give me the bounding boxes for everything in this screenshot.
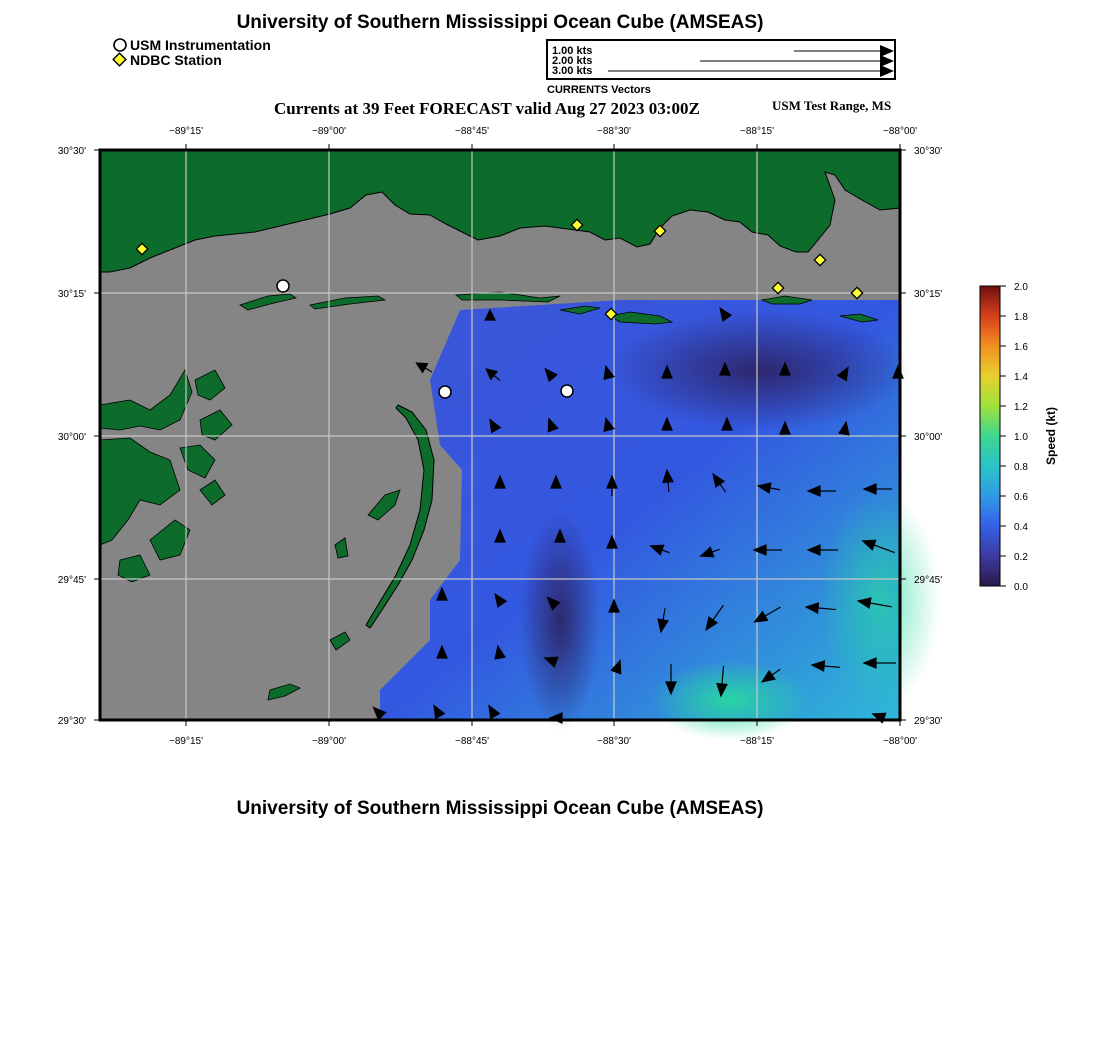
main-title: University of Southern Mississippi Ocean Cube (AMSEAS) xyxy=(236,12,764,33)
usm-legend-label: USM Instrumentation xyxy=(130,37,271,53)
usm-station-marker xyxy=(277,280,289,292)
x-axis-bottom-labels xyxy=(169,736,917,747)
slow-current-band xyxy=(520,510,600,730)
fast-current-east xyxy=(820,490,943,710)
colorbar-tick-label: 2.0 xyxy=(1014,282,1028,293)
fast-current-spot xyxy=(650,660,810,740)
x-tick-label-bottom: −88°00' xyxy=(883,736,917,747)
y-tick-label-left: 30°15' xyxy=(57,289,86,300)
colorbar-tick-label: 1.2 xyxy=(1014,402,1028,413)
colorbar-tick-label: 0.2 xyxy=(1014,552,1028,563)
y-tick-label-right: 30°15' xyxy=(914,289,943,300)
slow-current-band-north xyxy=(610,310,910,430)
y-tick-label-left: 29°45' xyxy=(57,575,86,586)
vector-key xyxy=(546,39,896,80)
footer-title: University of Southern Mississippi Ocean Cube (AMSEAS) xyxy=(236,798,764,819)
x-tick-label-top: −89°15' xyxy=(169,126,203,137)
ndbc-legend-label: NDBC Station xyxy=(130,52,222,68)
x-tick-label-top: −89°00' xyxy=(312,126,346,137)
colorbar-tick-label: 0.4 xyxy=(1014,522,1028,533)
y-tick-label-right: 30°00' xyxy=(914,432,943,443)
y-tick-label-left: 30°30' xyxy=(57,146,86,157)
y-axis-left-labels xyxy=(58,146,86,727)
vector-2kt-arrowhead xyxy=(880,55,894,67)
usm-station-marker xyxy=(439,386,451,398)
colorbar-tick-label: 1.6 xyxy=(1014,342,1028,353)
x-tick-label-top: −88°15' xyxy=(740,126,774,137)
ndbc-marker-icon xyxy=(113,53,126,66)
x-tick-label-bottom: −88°30' xyxy=(597,736,631,747)
vector-key-label-2: 2.00 kts xyxy=(552,55,593,67)
y-tick-label-left: 30°00' xyxy=(57,432,86,443)
vector-key-caption: CURRENTS Vectors xyxy=(547,84,651,96)
x-tick-label-bottom: −89°00' xyxy=(312,736,346,747)
x-tick-label-top: −88°45' xyxy=(455,126,489,137)
y-tick-label-right: 29°45' xyxy=(914,575,943,586)
colorbar-label: Speed (kt) xyxy=(1044,406,1058,466)
vector-key-arrows xyxy=(548,41,894,78)
usm-marker-icon xyxy=(114,39,126,51)
colorbar-tick-label: 1.8 xyxy=(1014,312,1028,323)
usm-station-marker xyxy=(561,385,573,397)
colorbar-tick-label: 0.6 xyxy=(1014,492,1028,503)
colorbar-tick-label: 0.8 xyxy=(1014,462,1028,473)
vector-1kt-arrowhead xyxy=(880,45,894,57)
vector-3kt-arrowhead xyxy=(880,65,894,77)
colorbar-gradient xyxy=(980,286,1000,586)
y-tick-label-left: 29°30' xyxy=(57,716,86,727)
x-axis-top-labels xyxy=(169,126,917,137)
x-tick-label-bottom: −89°15' xyxy=(169,736,203,747)
y-tick-label-right: 30°30' xyxy=(914,146,943,157)
ocean-currents-map xyxy=(0,120,1100,760)
x-tick-label-bottom: −88°45' xyxy=(455,736,489,747)
x-tick-label-top: −88°00' xyxy=(883,126,917,137)
speed-colorbar xyxy=(980,282,1058,593)
colorbar-tick-label: 1.4 xyxy=(1014,372,1028,383)
x-tick-label-bottom: −88°15' xyxy=(740,736,774,747)
vector-key-label-3: 3.00 kts xyxy=(552,65,593,77)
map-region-label: USM Test Range, MS xyxy=(772,98,892,113)
colorbar-tick-label: 1.0 xyxy=(1014,432,1028,443)
y-tick-label-right: 29°30' xyxy=(914,716,943,727)
colorbar-tick-label: 0.0 xyxy=(1014,582,1028,593)
vector-key-label-1: 1.00 kts xyxy=(552,45,593,57)
x-tick-label-top: −88°30' xyxy=(597,126,631,137)
map-title: Currents at 39 Feet FORECAST valid Aug 27 2023 03:00Z xyxy=(274,99,700,118)
